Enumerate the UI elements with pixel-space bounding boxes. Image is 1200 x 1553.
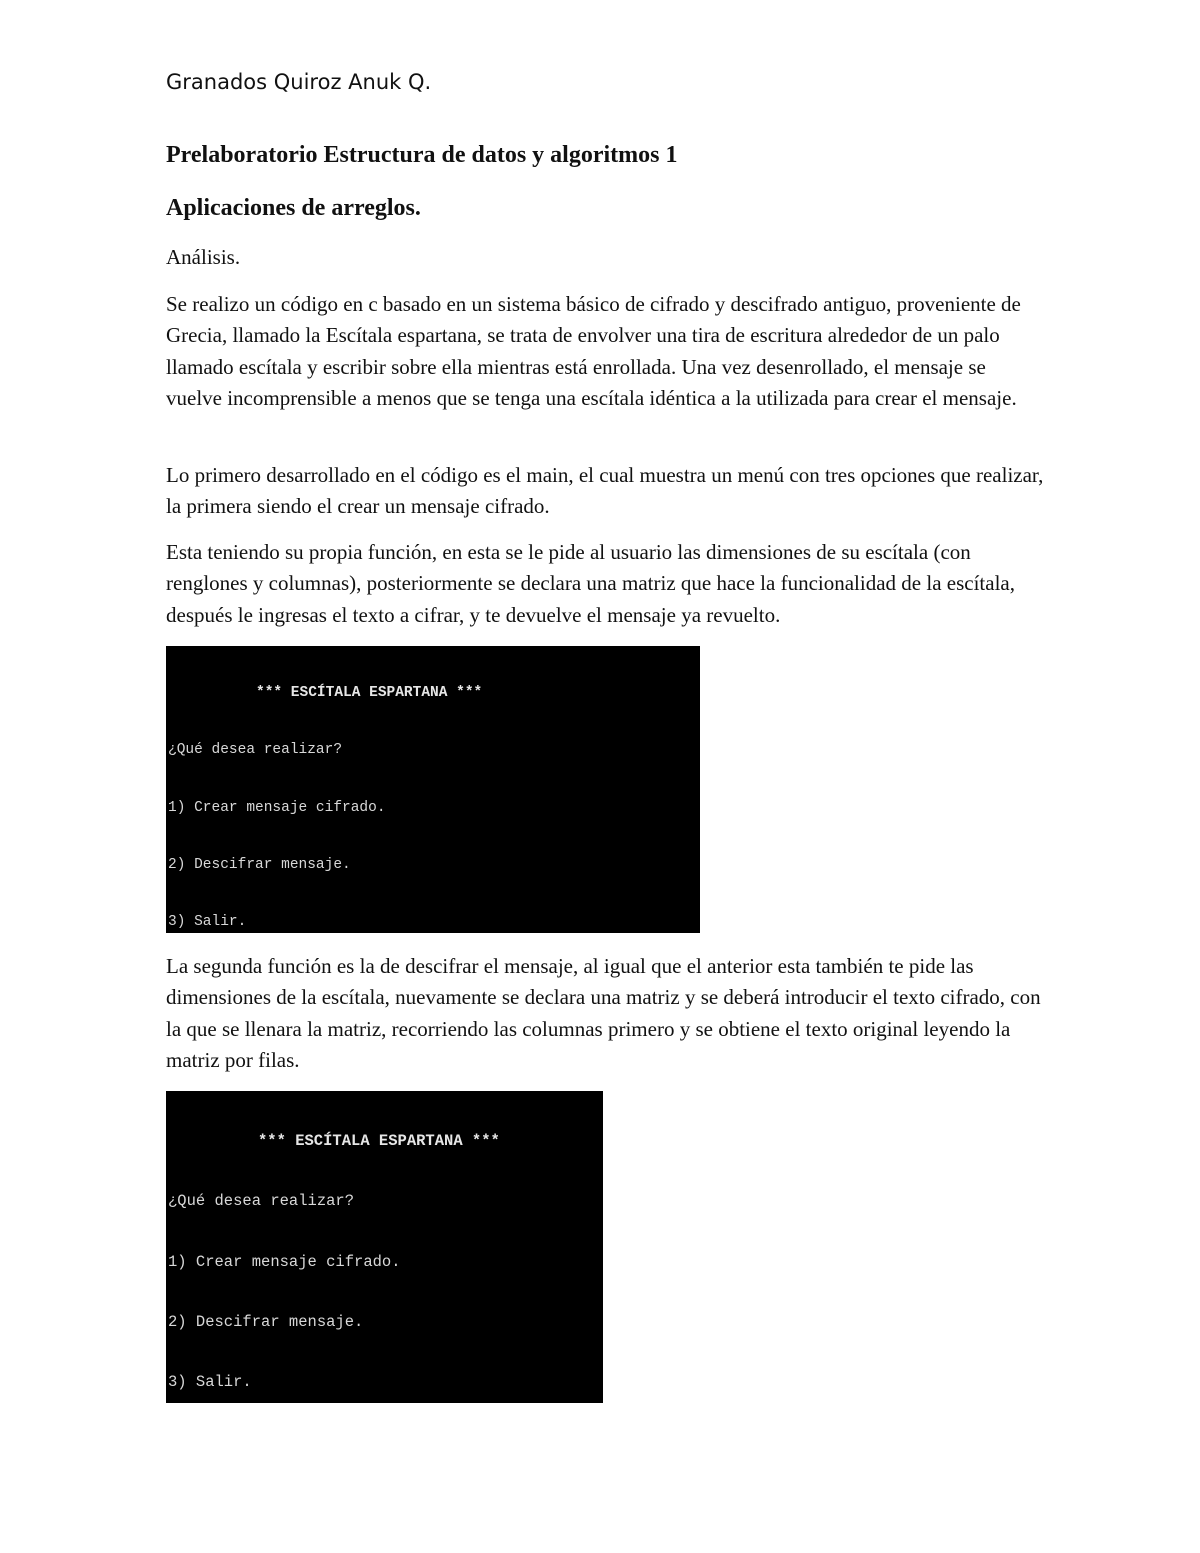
console-screenshot-decipher — [166, 1091, 603, 1403]
document-title: Prelaboratorio Estructura de datos y algoritmos 1 — [166, 142, 678, 168]
console-screenshot-cipher — [166, 646, 700, 933]
paragraph-decipher: La segunda función es la de descifrar el mensaje, al igual que el anterior esta también te pide las dimensiones de la escítala, nuevamente se declara una matriz y se deberá introducir el texto cifrado, con la que se llenara la matriz, recorriendo las columnas primero y se obtiene el texto original leyendo la matriz por filas. — [166, 954, 1041, 1073]
console-title: *** ESCÍTALA ESPARTANA *** — [256, 685, 483, 702]
console-line: ¿Qué desea realizar? — [168, 1192, 355, 1211]
console-line: 2) Descifrar mensaje. — [168, 857, 351, 874]
console-line: 1) Crear mensaje cifrado. — [168, 799, 386, 816]
paragraph-main: Lo primero desarrollado en el código es el main, el cual muestra un menú con tres opciones que realizar, la primera siendo el crear un mensaje cifrado. — [166, 463, 1044, 519]
console-line: ¿Qué desea realizar? — [168, 742, 343, 759]
paragraph-intro: Se realizo un código en c basado en un sistema básico de cifrado y descifrado antiguo, proveniente de Grecia, llamado la Escítala espartana, se trata de envolver una tira de escritura alrededor de un palo llamado escítala y escribir sobre ella mientras está enrollada. Una vez desenrollado, el mensaje se vuelve incomprensible a menos que se tenga una escítala idéntica a la utilizada para crear el mensaje. — [166, 292, 1021, 411]
console-line: 3) Salir. — [168, 1373, 252, 1392]
console-line: 1) Crear mensaje cifrado. — [168, 1252, 401, 1271]
author-name: Granados Quiroz Anuk Q. — [166, 70, 432, 94]
console-title: *** ESCÍTALA ESPARTANA *** — [258, 1132, 500, 1151]
section-heading-analisis: Análisis. — [166, 245, 241, 269]
document-subtitle: Aplicaciones de arreglos. — [166, 195, 421, 221]
console-line: 3) Salir. — [168, 914, 247, 931]
paragraph-cipher: Esta teniendo su propia función, en esta se le pide al usuario las dimensiones de su escítala (con renglones y columnas), posteriormente se declara una matriz que hace la funcionalidad de la escítala, después le ingresas el texto a cifrar, y te devuelve el mensaje ya revuelto. — [166, 540, 1015, 627]
console-line: 2) Descifrar mensaje. — [168, 1313, 364, 1332]
